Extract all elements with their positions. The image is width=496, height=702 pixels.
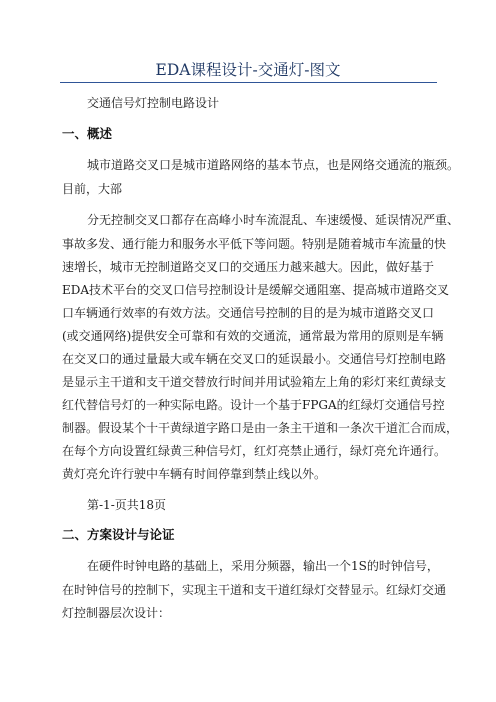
section-1-line: 城市道路交叉口是城市道路网络的基本节点，也是网络交通流的瓶颈。 [87, 158, 460, 172]
section-2-line: 在硬件时钟电路的基础上，采用分频器，输出一个1S的时钟信号， [87, 559, 439, 573]
section-2-line: 灯控制器层次设计： [62, 606, 171, 620]
section-1-line: 目前，大部 [62, 182, 123, 196]
section-1-line: 在交叉口的通过量最大或车辆在交叉口的延误最小。交通信号灯控制电路 [62, 352, 447, 366]
section-2-line: 在时钟信号的控制下，实现主干道和支干道红绿灯交替显示。红绿灯交通 [62, 583, 447, 597]
section-1-line: EDA技术平台的交叉口信号控制设计是缓解交通阻塞、提高城市道路交叉 [62, 283, 450, 297]
section-1-line: 口车辆通行效率的有效方法。交通信号控制的目的是为城市道路交叉口 [62, 306, 435, 320]
section-1-line: 事故多发、通行能力和服务水平低下等问题。特别是随着城市车流量的快 [62, 237, 447, 251]
section-2-heading: 二、方案设计与论证 [62, 527, 175, 542]
section-1-line: 制器。假设某个十干黄绿道字路口是由一条主干道和一条次干道汇合而成， [62, 421, 459, 435]
section-1-line: 是显示主干道和支干道交替放行时间并用试验箱左上角的彩灯来红黄绿支 [62, 375, 447, 389]
title-underline [60, 82, 437, 83]
section-1-line: 在每个方向设置红绿黄三种信号灯，红灯亮禁止通行，绿灯亮允许通行。 [62, 444, 447, 458]
section-1-line: 速增长，城市无控制道路交叉口的交通压力越来越大。因此，做好基于 [62, 260, 435, 274]
section-1-line: 红代替信号灯的一种实际电路。设计一个基于FPGA的红绿灯交通信号控 [62, 398, 445, 412]
section-1-heading: 一、概述 [62, 126, 113, 141]
document-title: EDA课程设计-交通灯-图文 [155, 61, 341, 79]
section-1-line: 分无控制交叉口都存在高峰小时车流混乱、车速缓慢、延误情况严重、 [87, 213, 460, 227]
section-1-line: 黄灯亮允许行驶中车辆有时间停靠到禁止线以外。 [62, 467, 327, 481]
document-subtitle: 交通信号灯控制电路设计 [87, 96, 220, 110]
page-number-footer: 第-1-页共18页 [87, 498, 167, 512]
section-1-line: (或交通网络)提供安全可靠和有效的交通流，通常最为常用的原则是车辆 [62, 329, 444, 343]
